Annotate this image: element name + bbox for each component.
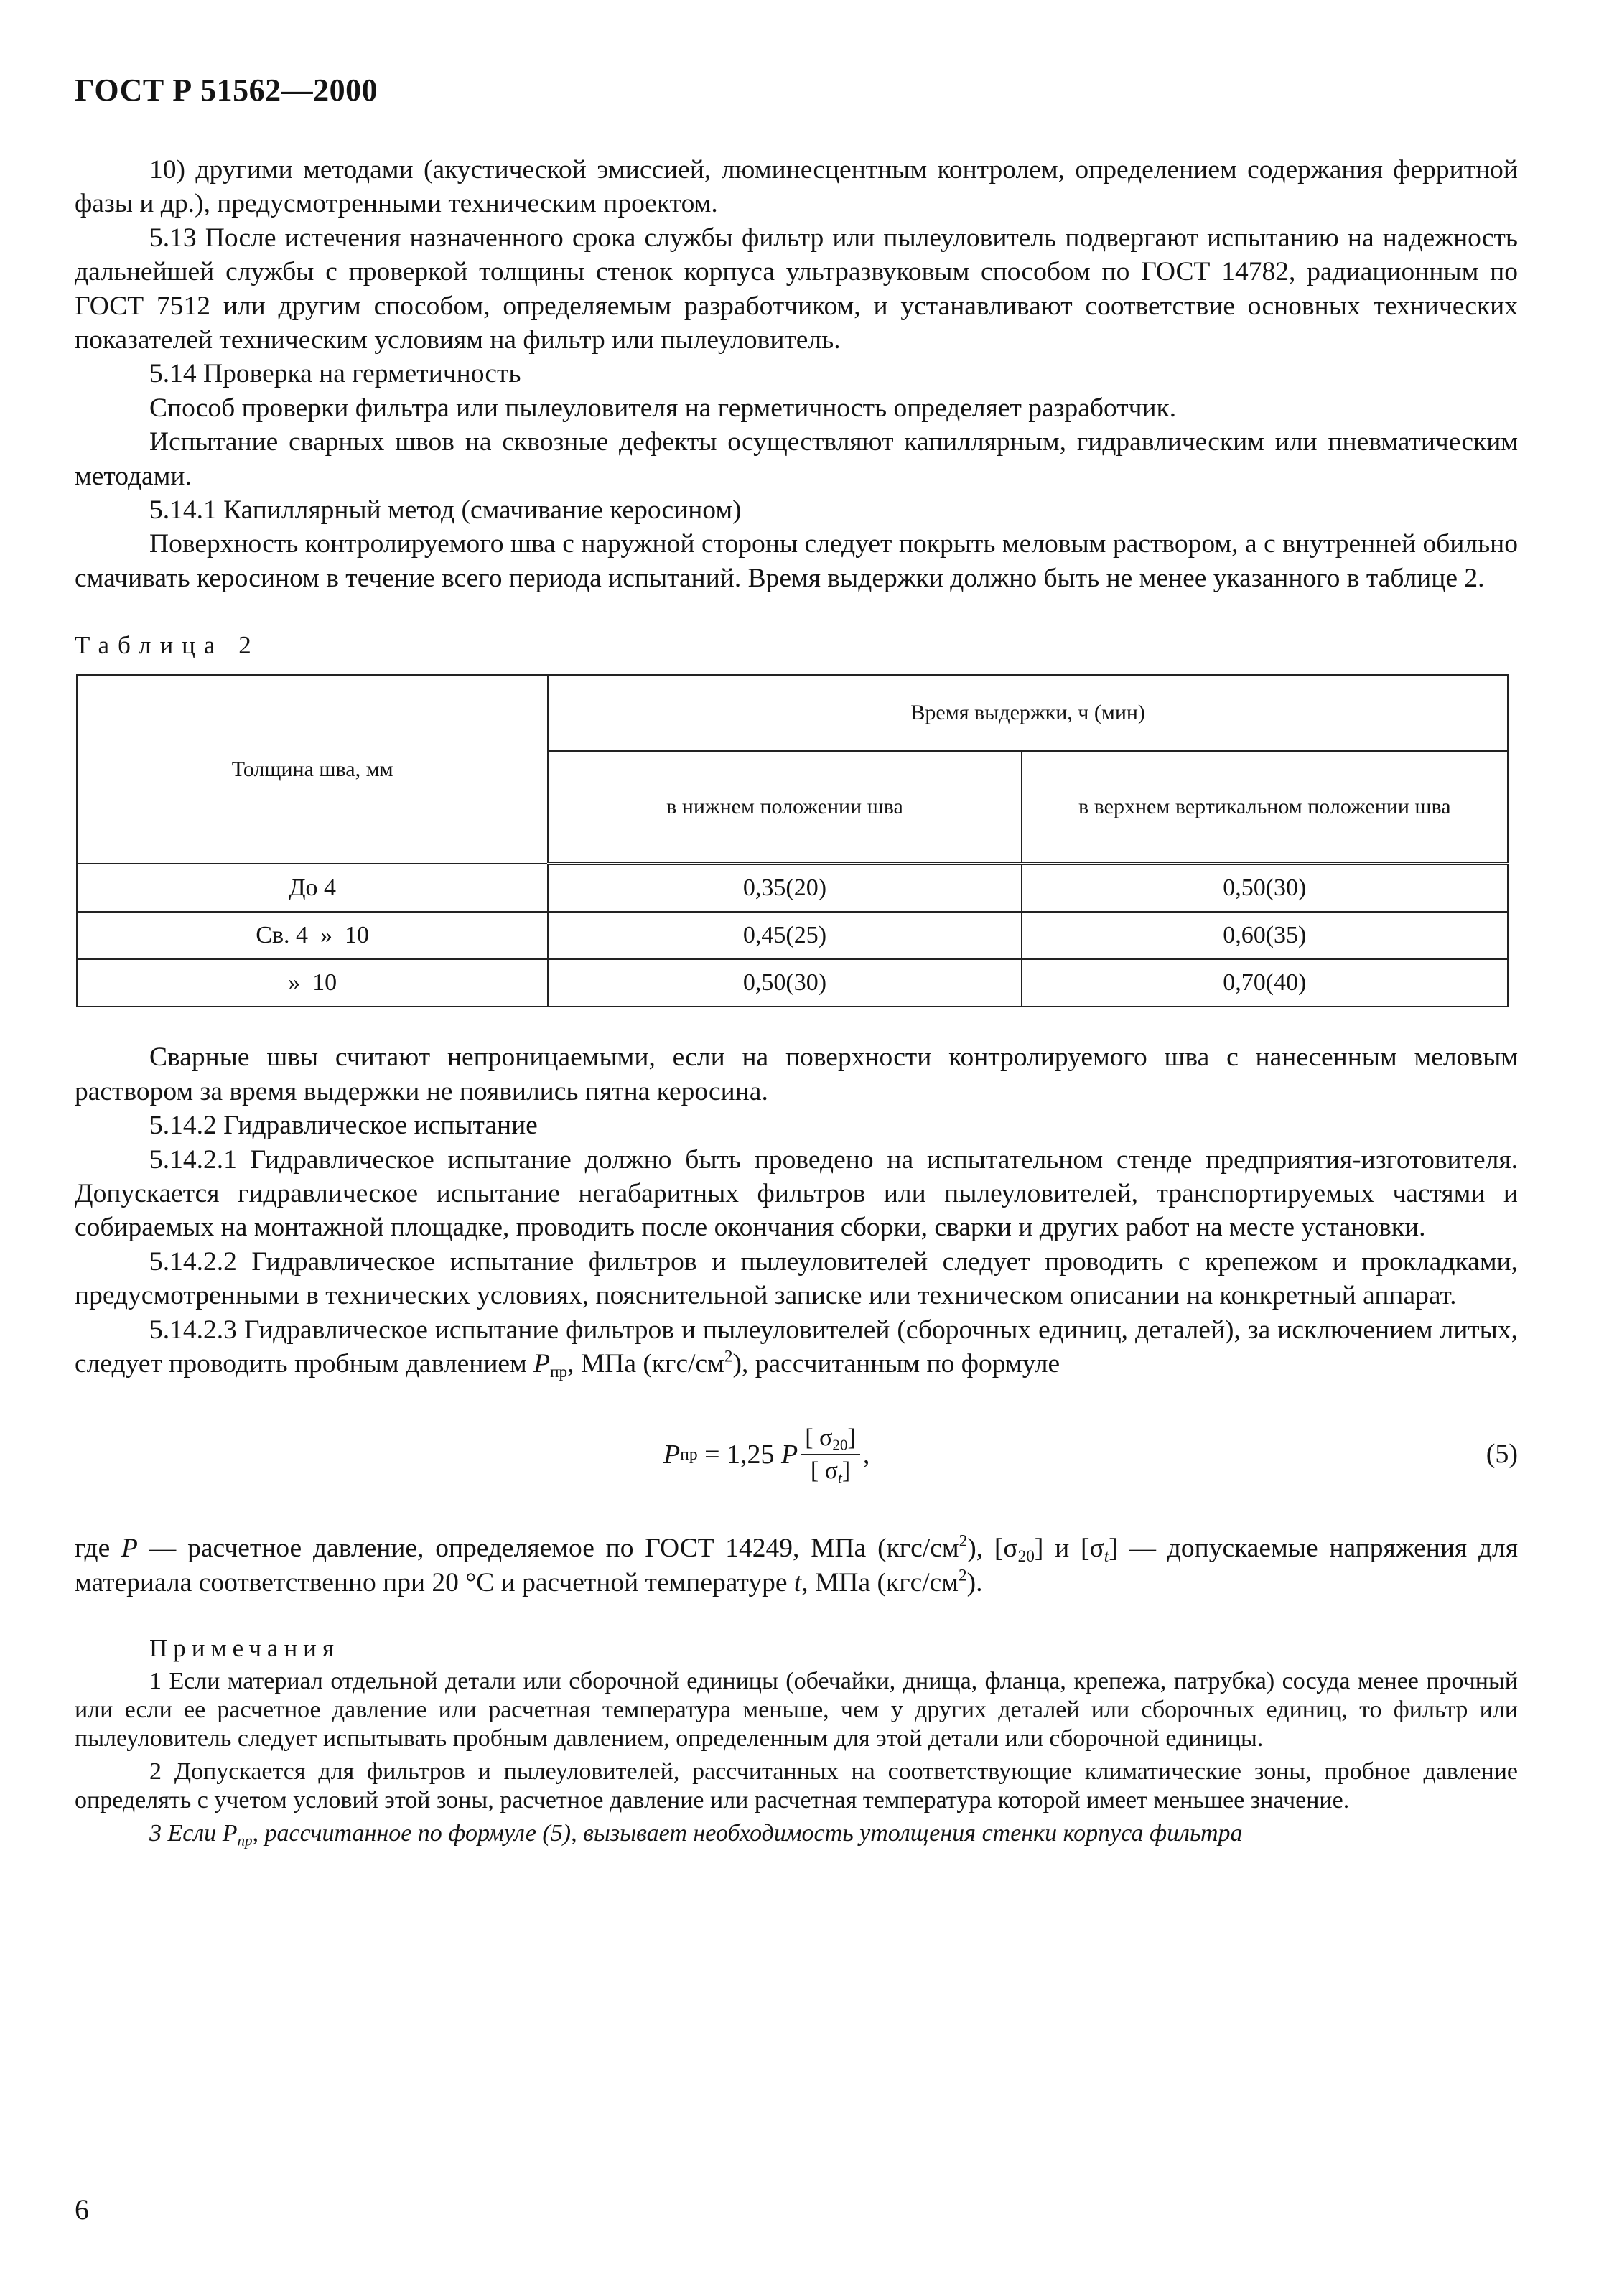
cell-lower: 0,50(30) — [548, 959, 1021, 1007]
cell-upper: 0,60(35) — [1022, 912, 1508, 959]
paragraph-10: 10) другими методами (акустической эмиссией, люминесцентным контролем, определением содержания ферритной фазы и др.), предусмотренными техническим проектом. — [75, 155, 1518, 219]
paragraph-where: где P — расчетное давление, определяемое по ГОСТ 14249, МПа $(кгс/см^2)$, $[\sigma_{20}]$ и $[\sigma_t]$ — допускаемые напряжения для материала соответственно при 20 °С и расчетной температуре t, МПа $(кгс/см^2)$. — [75, 1531, 1518, 1597]
paragraph-5-14-2-3: 5.14.2.3 Гидравлическое испытание фильтров и пылеуловителей (сборочных единиц, деталей), за исключением литых, следует проводить пробным давлением $P_{пр}$, МПа $(кгс/см^2)$, рассчитанным по формуле — [75, 1315, 1518, 1381]
col-header-lower-position: в нижнем положении шва — [548, 751, 1021, 864]
formula-number: (5) — [1486, 1439, 1518, 1470]
formula-expression: P пр = 1,25 P $\frac{[ \sigma_{20}]}{[ \sigma_t]}$ , — [663, 1422, 869, 1487]
document-header: ГОСТ Р 51562—2000 — [75, 73, 378, 108]
table-row — [77, 864, 1508, 912]
formula-fraction: $\frac{[ \sigma_{20}]}{[ \sigma_t]}$ — [801, 1422, 860, 1487]
cell-thickness: » 10 — [77, 959, 548, 1007]
paragraph-5-14-a: Способ проверки фильтра или пылеуловителя на герметичность определяет разработчик. — [149, 393, 1177, 423]
note-3: 3 Если $P_{пр}$, рассчитанное по формуле (5), вызывает необходимость утолщения стенки корпуса фильтра — [149, 1820, 1243, 1849]
cell-upper: 0,70(40) — [1022, 959, 1508, 1007]
heading-5-14: 5.14 Проверка на герметичность — [149, 359, 521, 389]
paragraph-5-14-2-1: 5.14.2.1 Гидравлическое испытание должно быть проведено на испытательном стенде предприятия-изготовителя. Допускается гидравлическое испытание негабаритных фильтров или пылеуловителей, транспортируемых частями и собираемых на монтажной площадке, проводить после окончания сборки, сварки и других работ на месте установки. — [75, 1144, 1518, 1243]
col-header-hold-time: Время выдержки, ч (мин) — [548, 675, 1508, 751]
col-header-upper-position: в верхнем вертикальном положении шва — [1022, 751, 1508, 864]
table-caption: Таблица 2 — [75, 631, 260, 660]
cell-lower: 0,35(20) — [548, 864, 1021, 912]
cell-thickness: До 4 — [77, 864, 548, 912]
note-2: 2 Допускается для фильтров и пылеуловителей, рассчитанных на соответствующие климатические зоны, пробное давление определять с учетом условий этой зоны, расчетное давление или расчетная температура которой имеет меньшее значение. — [75, 1758, 1518, 1814]
paragraph-after-table: Сварные швы считают непроницаемыми, если на поверхности контролируемого шва с нанесенным меловым раствором за время выдержки не появились пятна керосина. — [75, 1042, 1518, 1106]
cell-lower: 0,45(25) — [548, 912, 1021, 959]
paragraph-5-13: 5.13 После истечения назначенного срока службы фильтр или пылеуловитель подвергают испытанию на надежность дальнейшей службы с проверкой толщины стенок корпуса ультразвуковым способом по ГОСТ 14782, радиационным по ГОСТ 7512 или другим способом, определяемым разработчиком, и устанавливают соответствие основных технических показателей техническим условиям на фильтр или пылеуловитель. — [75, 223, 1518, 355]
document-page — [75, 72, 1518, 1848]
notes-title: Примечания — [149, 1634, 340, 1663]
paragraph-5-14-2-2: 5.14.2.2 Гидравлическое испытание фильтров и пылеуловителей следует проводить с крепежом и прокладками, предусмотренными в технических условиях, пояснительной записке или техническом описании на конкретный аппарат. — [75, 1246, 1518, 1311]
table-row — [77, 959, 1508, 1007]
heading-5-14-1: 5.14.1 Капиллярный метод (смачивание керосином) — [149, 495, 742, 526]
page-number: 6 — [75, 2193, 89, 2226]
heading-5-14-2: 5.14.2 Гидравлическое испытание — [149, 1111, 538, 1141]
note-1: 1 Если материал отдельной детали или сборочной единицы (обечайки, днища, фланца, крепежа, патрубка) сосуда менее прочный или если ее расчетное давление или расчетная температура меньше, чем у других деталей или сборочных единиц, то фильтр или пылеуловитель следует испытывать пробным давлением, определенным для этой детали или сборочной единицы. — [75, 1668, 1518, 1753]
table-2 — [76, 674, 1509, 1007]
col-header-thickness: Толщина шва, мм — [77, 675, 548, 864]
formula-5 — [75, 1409, 1518, 1517]
paragraph-5-14-1-a: Поверхность контролируемого шва с наружной стороны следует покрыть меловым раствором, а с внутренней обильно смачивать керосином в течение всего периода испытаний. Время выдержки должно быть не менее указанного в таблице 2. — [75, 529, 1518, 593]
paragraph-5-14-b: Испытание сварных швов на сквозные дефекты осуществляют капиллярным, гидравлическим или пневматическим методами. — [75, 427, 1518, 491]
table-row — [77, 912, 1508, 959]
cell-upper: 0,50(30) — [1022, 864, 1508, 912]
cell-thickness: Св. 4 » 10 — [77, 912, 548, 959]
